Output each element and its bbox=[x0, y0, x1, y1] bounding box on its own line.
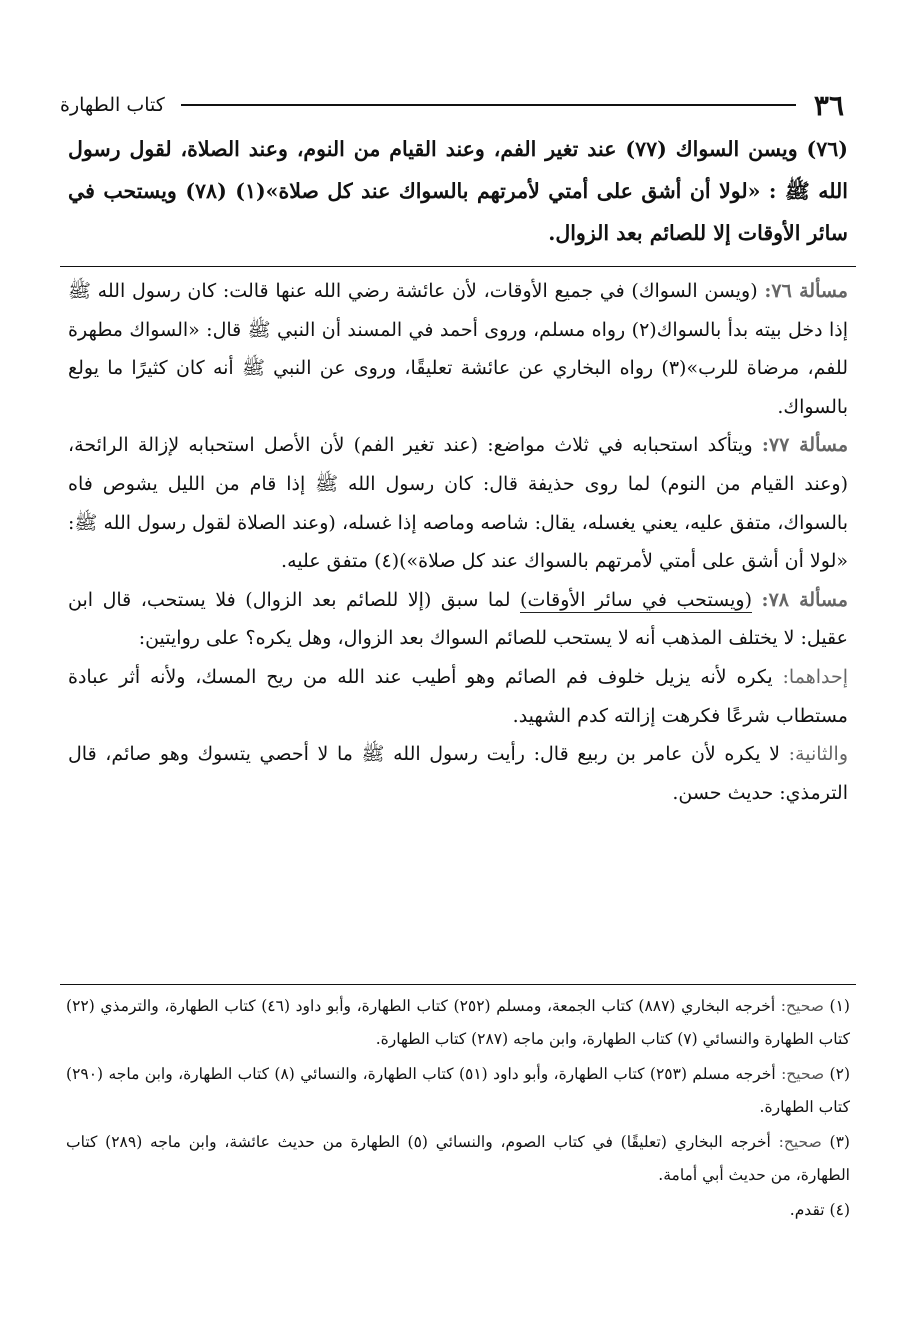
masala-text: ويتأكد استحبابه في ثلاث مواضع: (عند تغير الفم) لأن الأصل استحبابه لإزالة الرائحة، (وعند القيام من النوم) لما روى حذيفة قال: كان رسول الله ﷺ إذا قام من الليل يشوص فاه بالسواك، متفق عليه، يعني يغسله، يقال: شاصه وماصه إذا غسله، (وعند الصلاة لقول رسول الله ﷺ: «لولا أن أشق على أمتي لأمرتهم بالسواك عند كل صلاة»)(٤) متفق عليه. bbox=[68, 434, 848, 573]
narration-label: إحداهما: bbox=[782, 665, 849, 688]
masala-76 bbox=[68, 272, 848, 426]
page-number: ٣٦ bbox=[813, 88, 844, 122]
footnote-grade: صحيح: bbox=[780, 997, 824, 1015]
matn-divider bbox=[60, 266, 856, 267]
masala-77 bbox=[68, 426, 848, 580]
footnote-2 bbox=[66, 1058, 850, 1124]
footnote-text: أخرجه البخاري (تعليقًا) في كتاب الصوم، والنسائي (٥) الطهارة من حديث عائشة، وابن ماجه (٢٨٩) كتاب الطهارة، من حديث أبي أمامة. bbox=[66, 1133, 850, 1184]
masala-label: مسألة ٧٦: bbox=[764, 280, 848, 302]
footnote-1 bbox=[66, 990, 850, 1056]
matn-text: (٧٦) ويسن السواك (٧٧) عند تغير الفم، وعند القيام من النوم، وعند الصلاة، لقول رسول الله ﷺ : «لولا أن أشق على أمتي لأمرتهم بالسواك عند كل صلاة»(١) (٧٨) ويستحب في سائر الأوقات إلا للصائم بعد الزوال. bbox=[68, 137, 848, 245]
footnote-number: (٣) bbox=[829, 1133, 850, 1151]
footnote-text: أخرجه البخاري (٨٨٧) كتاب الجمعة، ومسلم (٢٥٢) كتاب الطهارة، وأبو داود (٤٦) كتاب الطهارة، والترمذي (٢٢) كتاب الطهارة والنسائي (٧) كتاب الطهارة، وابن ماجه (٢٨٧) كتاب الطهارة. bbox=[66, 997, 850, 1048]
footnotes bbox=[66, 990, 850, 1227]
footnote-3 bbox=[66, 1126, 850, 1192]
narration-text: يكره لأنه يزيل خلوف فم الصائم وهو أطيب عند الله من ريح المسك، ولأنه أثر عبادة مستطاب شرعًا فكرهت إزالته كدم الشهيد. bbox=[68, 665, 848, 727]
masala-label: مسألة ٧٧: bbox=[761, 434, 848, 457]
masala-78 bbox=[68, 581, 848, 658]
header-rule bbox=[181, 104, 796, 106]
footnote-number: (٤) bbox=[829, 1201, 850, 1219]
footnote-number: (٢) bbox=[829, 1065, 850, 1083]
footnote-text: تقدم. bbox=[789, 1201, 825, 1219]
second-narration bbox=[68, 735, 848, 812]
footnote-number: (١) bbox=[829, 997, 850, 1015]
narration-text: لا يكره لأن عامر بن ربيع قال: رأيت رسول الله ﷺ ما لا أحصي يتسوك وهو صائم، قال الترمذي: حديث حسن. bbox=[68, 743, 848, 804]
footnote-grade: صحيح: bbox=[781, 1065, 825, 1083]
footnote-text: أخرجه مسلم (٢٥٣) كتاب الطهارة، وأبو داود (٥١) كتاب الطهارة، والنسائي (٨) كتاب الطهارة، وابن ماجه (٢٩٠) كتاب الطهارة. bbox=[66, 1065, 850, 1116]
section-title: كتاب الطهارة bbox=[60, 94, 165, 116]
narration-label: والثانية: bbox=[788, 743, 849, 766]
masala-text: (ويسن السواك) في جميع الأوقات، لأن عائشة رضي الله عنها قالت: كان رسول الله ﷺ إذا دخل بيته بدأ بالسواك(٢) رواه مسلم، وروى أحمد في المسند أن النبي ﷺ قال: «السواك مطهرة للفم، مرضاة للرب»(٣) رواه البخاري عن عائشة تعليقًا، وروى عن النبي ﷺ أنه كان كثيرًا ما يولع بالسواك. bbox=[68, 280, 849, 418]
masala-label: مسألة ٧٨: bbox=[761, 588, 848, 611]
first-narration bbox=[68, 658, 848, 735]
footnote-divider bbox=[60, 984, 856, 985]
footnote-4 bbox=[66, 1194, 850, 1227]
masala-text: لما سبق (إلا للصائم بعد الزوال) فلا يستحب، قال ابن عقيل: لا يختلف المذهب أنه لا يستحب للصائم السواك بعد الزوال، وهل يكره؟ على روايتين: bbox=[68, 588, 848, 650]
page-header bbox=[60, 88, 844, 122]
footnote-grade: صحيح: bbox=[778, 1133, 822, 1151]
underlined-quote: (ويستحب في سائر الأوقات) bbox=[520, 588, 752, 611]
commentary bbox=[68, 272, 848, 812]
